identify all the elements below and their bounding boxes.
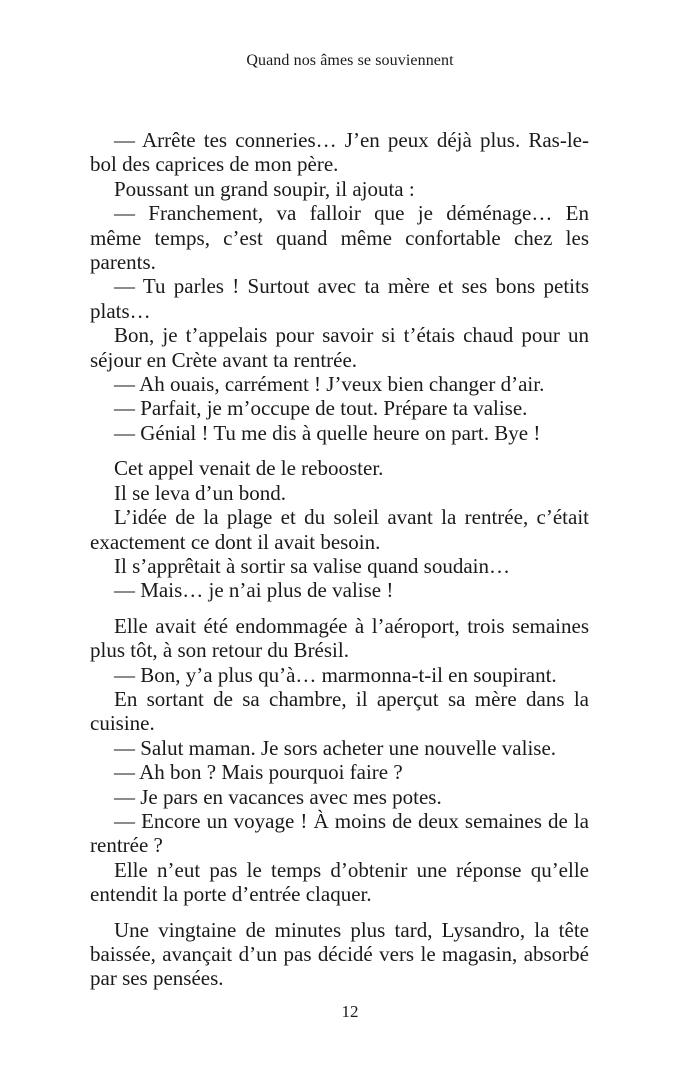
text-section-4 <box>90 918 589 991</box>
paragraph: — Bon, y’a plus qu’à… marmonna-t-il en soupirant. <box>114 662 557 687</box>
paragraph: — Je pars en vacances avec mes potes. <box>114 784 442 809</box>
page-number: 12 <box>341 1002 359 1021</box>
paragraph: Bon, je t’appelais pour savoir si t’étais chaud pour un séjour en Crète avant ta rentrée. <box>90 323 589 372</box>
paragraph: En sortant de sa chambre, il aperçut sa mère dans la cuisine. <box>90 686 589 736</box>
paragraph: Une vingtaine de minutes plus tard, Lysandro, la tête baissée, avançait d’un pas décidé vers le magasin, absorbé par ses pensées. <box>90 917 589 991</box>
paragraph: L’idée de la plage et du soleil avant la rentrée, c’était exactement ce dont il avait besoin. <box>90 505 589 554</box>
paragraph: — Ah bon ? Mais pourquoi faire ? <box>114 760 403 785</box>
paragraph: Il s’apprêtait à sortir sa valise quand soudain… <box>114 553 510 578</box>
body-text <box>90 128 589 991</box>
section-gap <box>90 445 589 456</box>
paragraph: — Mais… je n’ai plus de valise ! <box>114 578 394 603</box>
text-section-1 <box>90 128 589 445</box>
paragraph: Il se leva d’un bond. <box>114 480 287 505</box>
paragraph: Poussant un grand soupir, il ajouta : <box>114 176 415 201</box>
paragraph: Elle avait été endommagée à l’aéroport, trois semaines plus tôt, à son retour du Brésil. <box>90 613 589 663</box>
paragraph: — Génial ! Tu me dis à quelle heure on part. Bye ! <box>114 420 541 445</box>
paragraph: Elle n’eut pas le temps d’obtenir une réponse qu’elle entendit la porte d’entrée claquer. <box>90 857 589 907</box>
text-section-3 <box>90 614 589 907</box>
text-section-2 <box>90 456 589 602</box>
paragraph: — Salut maman. Je sors acheter une nouvelle valise. <box>114 735 557 760</box>
paragraph: — Franchement, va falloir que je déménage… En même temps, c’est quand même confortable chez les parents. <box>90 201 589 275</box>
paragraph: — Parfait, je m’occupe de tout. Prépare ta valise. <box>114 396 528 421</box>
paragraph: Cet appel venait de le rebooster. <box>114 456 384 481</box>
paragraph: — Arrête tes conneries… J’en peux déjà plus. Ras-le-bol des caprices de mon père. <box>90 128 589 177</box>
paragraph: — Tu parles ! Surtout avec ta mère et ses bons petits plats… <box>90 274 589 323</box>
section-gap <box>90 603 589 614</box>
paragraph: — Ah ouais, carrément ! J’veux bien changer d’air. <box>114 372 545 397</box>
section-gap <box>90 907 589 918</box>
paragraph: — Encore un voyage ! À moins de deux semaines de la rentrée ? <box>90 808 589 858</box>
running-header: Quand nos âmes se souviennent <box>246 52 454 69</box>
